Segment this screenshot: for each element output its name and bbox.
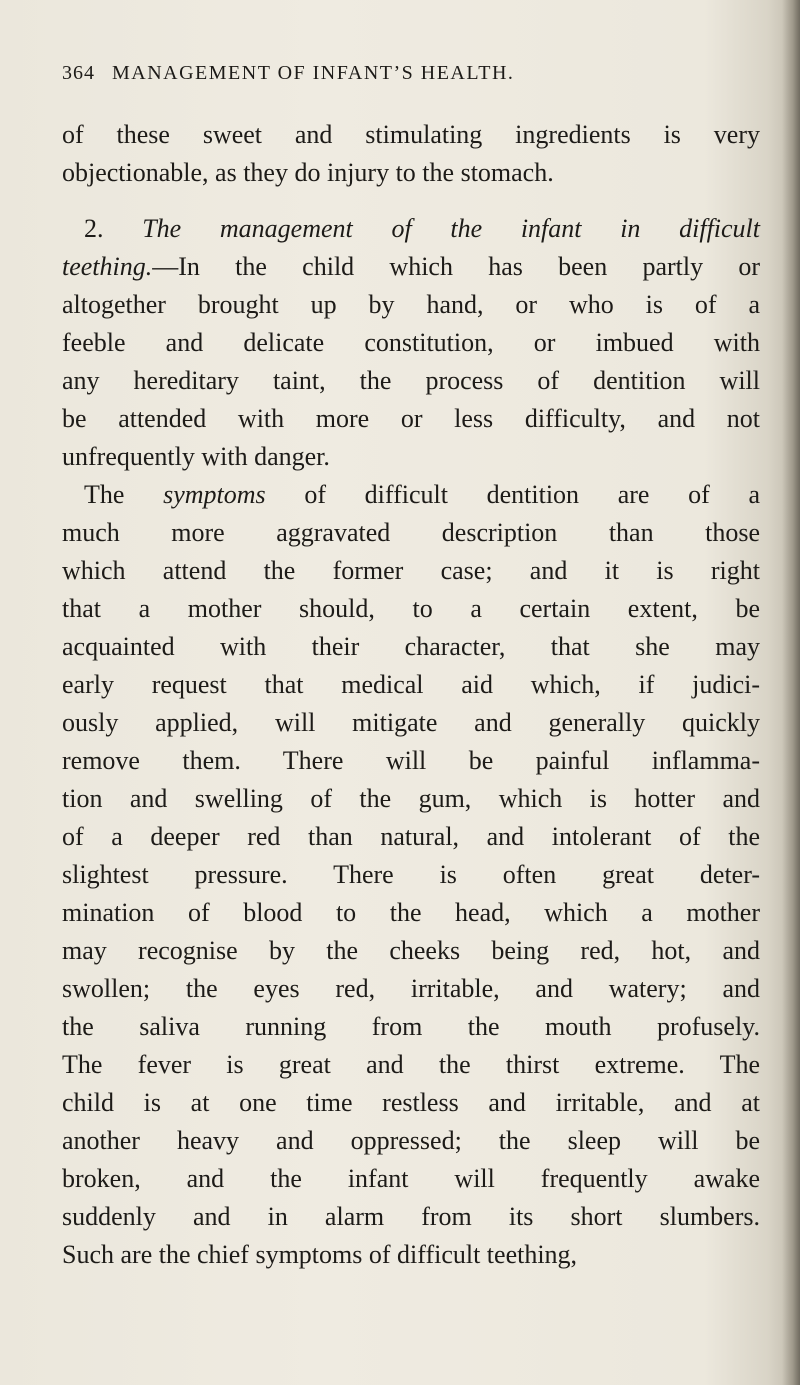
text-line: suddenly and in alarm from its short slumbers.: [62, 1202, 760, 1231]
body-text: [62, 116, 760, 1274]
text-line: early request that medical aid which, if judici-: [62, 670, 760, 699]
section-number: 2.: [84, 214, 104, 243]
text-run: of difficult dentition are of a: [304, 480, 760, 509]
text-line: remove them. There will be painful inflamma-: [62, 746, 760, 775]
text-line: of these sweet and stimulating ingredients is very: [62, 120, 760, 149]
text-line: that a mother should, to a certain extent, be: [62, 594, 760, 623]
text-line: The fever is great and the thirst extreme. The: [62, 1050, 760, 1079]
text-line: any hereditary taint, the process of dentition will: [62, 366, 760, 395]
text-line: the saliva running from the mouth profusely.: [62, 1012, 760, 1041]
text-line: altogether brought up by hand, or who is of a: [62, 290, 760, 319]
section-heading-cont: teething.: [62, 252, 153, 281]
text-line: of a deeper red than natural, and intolerant of the: [62, 822, 760, 851]
text-line: acquainted with their character, that she may: [62, 632, 760, 661]
text-run: The: [84, 480, 125, 509]
text-line: Such are the chief symptoms of difficult teething,: [62, 1240, 578, 1269]
text-line: child is at one time restless and irritable, and at: [62, 1088, 760, 1117]
text-line: be attended with more or less difficulty, and not: [62, 404, 760, 433]
paragraph-gap: [62, 192, 760, 210]
text-line: objectionable, as they do injury to the stomach.: [62, 158, 554, 187]
text-line: feeble and delicate constitution, or imbued with: [62, 328, 760, 357]
page-number: 364: [62, 62, 95, 84]
text-line: tion and swelling of the gum, which is hotter and: [62, 784, 760, 813]
text-line: [62, 476, 760, 514]
text-line: swollen; the eyes red, irritable, and watery; and: [62, 974, 760, 1003]
text-line: mination of blood to the head, which a mother: [62, 898, 760, 927]
text-run: —In the child which has been partly or: [152, 252, 760, 281]
page-edge-shadow: [782, 0, 800, 1385]
text-line: which attend the former case; and it is right: [62, 556, 760, 585]
text-line: much more aggravated description than those: [62, 518, 760, 547]
section-heading-line: [62, 210, 760, 248]
text-line: [62, 248, 760, 286]
text-line: unfrequently with danger.: [62, 442, 330, 471]
running-header: [62, 62, 762, 92]
text-line: may recognise by the cheeks being red, hot, and: [62, 936, 760, 965]
emphasis-symptoms: symptoms: [163, 480, 266, 509]
text-line: slightest pressure. There is often great deter-: [62, 860, 760, 889]
text-line: broken, and the infant will frequently awake: [62, 1164, 760, 1193]
section-heading: The management of the infant in difficult: [142, 214, 761, 243]
text-line: ously applied, will mitigate and generally quickly: [62, 708, 760, 737]
text-line: another heavy and oppressed; the sleep will be: [62, 1126, 760, 1155]
running-title: MANAGEMENT OF INFANT’S HEALTH.: [112, 62, 515, 84]
